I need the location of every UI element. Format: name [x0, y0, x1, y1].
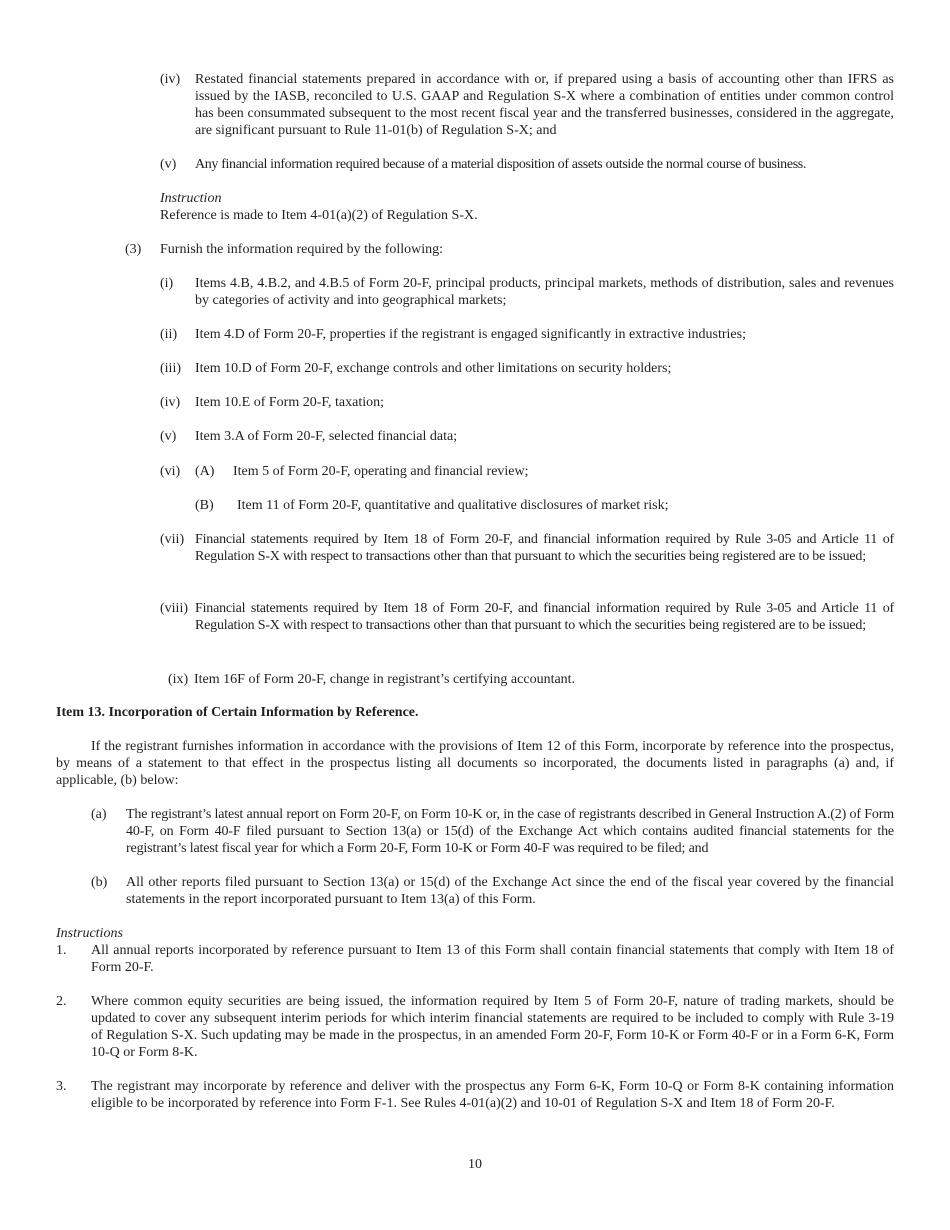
- paragraph-restated-financial-statements: Restated financial statements prepared in accordance with or, if prepared using a basis of accounting other than IFRS as issued by the IASB, reconciled to U.S. GAAP and Regulation S-X where a combination of entities under common control has been consummated subsequent to the most recent fiscal year and the transferred businesses, considered in the aggregate, are significant pursuant to Rule 11-01(b) of Regulation S-X; and: [195, 72, 894, 138]
- item-label-i: (i): [160, 276, 174, 291]
- item-label-iv-taxation: (iv): [160, 395, 181, 410]
- instruction-heading: Instruction: [160, 191, 222, 206]
- paragraph-3-text: Furnish the information required by the following:: [160, 242, 444, 257]
- item-label-vi: (vi): [160, 464, 181, 479]
- item-label-ix: (ix): [168, 672, 189, 687]
- item-13-heading: Item 13. Incorporation of Certain Information by Reference.: [56, 705, 419, 720]
- instruction-label-3: 3.: [56, 1079, 67, 1094]
- item-properties: Item 4.D of Form 20-F, properties if the registrant is engaged significantly in extractive industries;: [195, 327, 746, 342]
- item-financial-statements-vii: Financial statements required by Item 18 of Form 20-F, and financial information required by Rule 3-05 and Article 11 of Regulation S-X with respect to transactions other than that pursuant to which the securities being registered are to be issued;: [195, 532, 894, 564]
- instruction-text: Reference is made to Item 4-01(a)(2) of Regulation S-X.: [160, 208, 478, 223]
- instruction-label-1: 1.: [56, 943, 67, 958]
- item-13-annual-report: The registrant’s latest annual report on Form 20-F, on Form 10-K or, in the case of registrants described in General Instruction A.(2) of Form 40-F, on Form 40-F filed pursuant to Section 13(a) or 15(d) of the Exchange Act which contains audited financial statements for the registrant’s latest fiscal year for which a Form 20-F, Form 10-K or Form 40-F was required to be filed; and: [126, 807, 894, 856]
- item-label-viii: (viii): [160, 601, 188, 616]
- item-13-label-a: (a): [91, 807, 107, 822]
- item-label-v-selected: (v): [160, 429, 177, 444]
- item-selected-financial-data: Item 3.A of Form 20-F, selected financial data;: [195, 429, 458, 444]
- item-13-other-reports: All other reports filed pursuant to Section 13(a) or 15(d) of the Exchange Act since the end of the fiscal year covered by the financial statements in the report incorporated pursuant to Item 13(a) of this Form.: [126, 875, 894, 907]
- paragraph-material-disposition: Any financial information required because of a material disposition of assets outside the normal course of business.: [195, 157, 807, 172]
- sub-item-label-a: (A): [195, 464, 215, 479]
- item-exchange-controls: Item 10.D of Form 20-F, exchange controls and other limitations on security holders;: [195, 361, 672, 376]
- item-principal-products: Items 4.B, 4.B.2, and 4.B.5 of Form 20-F, principal products, principal markets, methods of distribution, sales and revenues by categories of activity and into geographical markets;: [195, 276, 894, 308]
- item-label-iii: (iii): [160, 361, 181, 376]
- instruction-3-text: The registrant may incorporate by reference and deliver with the prospectus any Form 6-K, Form 10-Q or Form 8-K containing information eligible to be incorporated by reference into Form F-1. See Rules 4-01(a)(2) and 10-01 of Regulation S-X and Item 18 of Form 20-F.: [91, 1079, 894, 1111]
- sub-item-label-b: (B): [195, 498, 214, 513]
- item-label-iv: (iv): [160, 72, 181, 87]
- page-number: 10: [468, 1157, 482, 1172]
- instruction-1-text: All annual reports incorporated by reference pursuant to Item 13 of this Form shall contain financial statements that comply with Item 18 of Form 20-F.: [91, 943, 894, 975]
- item-financial-statements-viii: Financial statements required by Item 18 of Form 20-F, and financial information required by Rule 3-05 and Article 11 of Regulation S-X with respect to transactions other than that pursuant to which the securities being registered are to be issued;: [195, 601, 894, 633]
- item-label-vii: (vii): [160, 532, 185, 547]
- item-label-ii: (ii): [160, 327, 178, 342]
- paragraph-label-3: (3): [125, 242, 142, 257]
- instruction-2-text: Where common equity securities are being issued, the information required by Item 5 of Form 20-F, nature of trading markets, should be updated to cover any subsequent interim periods for which interim financial statements are required to be included to comply with Rule 3-19 of Regulation S-X. Such updating may be made in the prospectus, in an amended Form 20-F, Form 10-K or Form 40-F or in a Form 6-K, Form 10-Q or Form 8-K.: [91, 994, 894, 1060]
- instruction-label-2: 2.: [56, 994, 67, 1009]
- item-taxation: Item 10.E of Form 20-F, taxation;: [195, 395, 385, 410]
- item-13-intro: If the registrant furnishes information in accordance with the provisions of Item 12 of this Form, incorporate by reference into the prospectus, by means of a statement to that effect in the prospectus listing all documents so incorporated, the documents listed in paragraphs (a) and, if applicable, (b) below:: [56, 739, 894, 788]
- instructions-heading: Instructions: [56, 926, 123, 941]
- item-certifying-accountant: Item 16F of Form 20-F, change in registrant’s certifying accountant.: [194, 672, 576, 687]
- item-13-label-b: (b): [91, 875, 108, 890]
- item-label-v: (v): [160, 157, 177, 172]
- sub-item-operating-review: Item 5 of Form 20-F, operating and financial review;: [233, 464, 529, 479]
- sub-item-market-risk: Item 11 of Form 20-F, quantitative and qualitative disclosures of market risk;: [237, 498, 669, 513]
